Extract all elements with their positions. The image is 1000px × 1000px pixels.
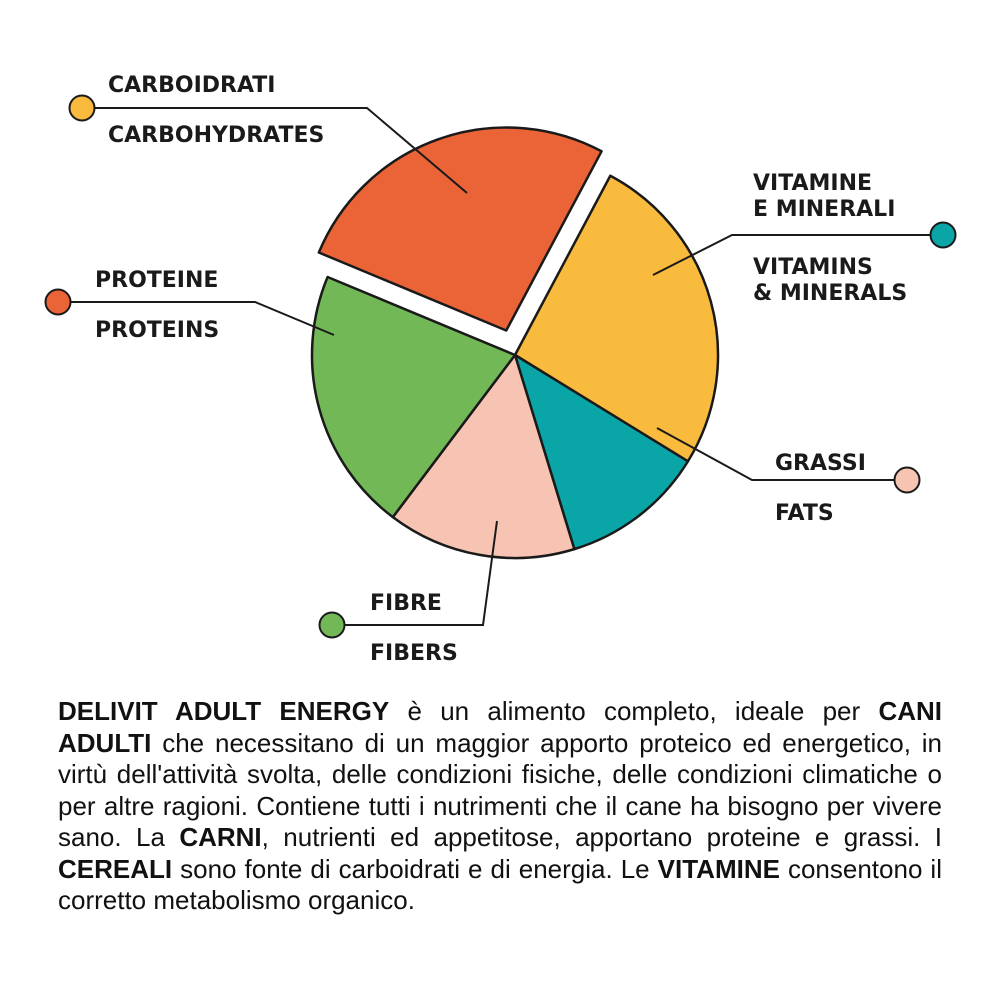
label-it-proteins: PROTEINE (95, 268, 219, 293)
description-highlight: VITAMINE (657, 853, 780, 884)
legend-dot-fats (895, 468, 920, 493)
label-en-proteins: PROTEINS (95, 318, 220, 343)
label-it-fats: GRASSI (775, 451, 866, 476)
legend-dot-vitamins-minerals (931, 223, 956, 248)
description-highlight: CARNI (179, 822, 262, 852)
description-text: sono fonte di carboidrati e di energia. Le (172, 853, 658, 884)
label-en-fats: FATS (775, 501, 834, 526)
label-it-fibers: FIBRE (370, 591, 442, 616)
description-text: è un alimento completo, ideale per (389, 696, 879, 726)
label-en-fibers: FIBERS (370, 641, 458, 666)
legend-dot-fibers (320, 613, 345, 638)
label-en-carbohydrates: CARBOHYDRATES (108, 123, 325, 148)
description-text: , nutrienti ed appetitose, apportano proteine e grassi. I (261, 822, 942, 852)
legend-dot-proteins (46, 290, 71, 315)
label-it-vitamins-minerals: VITAMINE E MINERALI (753, 171, 896, 222)
description-highlight: DELIVIT ADULT ENERGY (58, 696, 390, 726)
label-en-vitamins-minerals: VITAMINS & MINERALS (753, 255, 908, 306)
legend-dot-carbohydrates (70, 96, 95, 121)
product-description (58, 696, 942, 917)
description-highlight: CEREALI (58, 853, 173, 884)
description-highlight: CANI ADULTI (58, 696, 942, 758)
description-text: consentono il corretto metabolismo organico. (58, 853, 942, 915)
pie-slices (312, 128, 718, 558)
description-text: che necessitano di un maggior apporto proteico ed energetico, in virtù dell'attività svolta, delle condizioni fisiche, delle condizioni climatiche o per altre ragioni. Contiene tutti i nutrimenti che il cane ha bisogno per vivere sano. La (58, 727, 942, 852)
label-it-carbohydrates: CARBOIDRATI (108, 73, 276, 98)
